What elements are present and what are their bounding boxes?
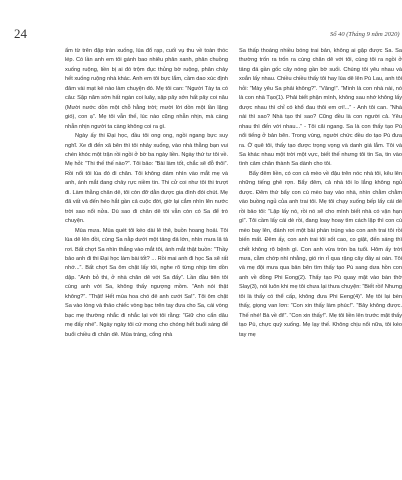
paragraph: Mùa mưa. Mùa quét tôi kéo dài lê thê, buồn hoang hoải. Tôi lùa dê lên đồi, cùng Sa nằp dưới một tảng đá lớn, nhìn mưa lả tả rơi. Bất chợt Sa nhìn thẳng vào mắt tôi, ánh mắt thật buồn: “Thầy bảo anh đi thi Đại học làm bài tốt? ... Rồi mai anh đi học Sa sẽ rất nhớ...”. Bất chợt Sa ôm chặt lấy tôi, nghe rõ từng nhịp tim dồn dập. “Anh bỏ thi, ở nhà chăn dê với Sa đấy”. Lần đầu tiên tôi cùng anh với Sa, không thấy ngượng mồm. “Anh nói thật không?”. “Thật! Hết mùa hoa chó đẻ anh cưới Sa!”. Tôi ôm chặt Sa vào lòng và thảo chiếc vòng bạc trên tay đưa cho Sa, cái vòng bạc mẹ thường nhắc đi nhắc lại với tôi rằng: “Giữ cho cẩn dâu mẹ đấy nhé”. Ngày ngày tôi cứ mong cho chóng hết buổi sáng để buổi chiều đi chăn dê. Mùa tráng, cổng nhà: [65, 227, 228, 338]
page-number: 24: [14, 26, 27, 41]
left-column: [65, 47, 228, 340]
issue-label: Số 40 (Tháng 9 năm 2020): [330, 31, 400, 38]
paragraph: Ngày ấy thi Đại học, đầu tôi ong ong, ngồi ngang bực suy nghĩ. Xe đi đến xã bên thì tôi nhảy xuống, vào nhà thằng bạn vui chén khóc một trận rồi ngồi ở bờ ba ngày liền. Ngày thứ tư tôi về. Mẹ hỏi: “Thi thế thế nào?”. Tôi bảo: “Bài làm tốt, chắc sẽ đỗ thôi”. Rồi nổi tôi lúa đó đi chăn. Tôi không dám nhìn vào mắt mẹ và anh, ánh mắt đang chảy rực niềm tin. Thi cử coi như tôi thi trượt đi. Làm thằng chăn dê, tôi còn đỡ dằn được gia đình đói chút. Mẹ đã vất vả đến héo hắt gần cả cuộc đời, giờ lại cắm nhìn lên nước trời sao nổi nửa. Dù sao đi chăn dê tôi vẫn còn có Sa để trò chuyện.: [65, 133, 228, 225]
paragraph: ẩm từ trên đập tràn xuống, lúa đổ rạp, cuối vụ thu về toàn thóc lép. Có lần anh em tôi gánh bao nhiêu phân xanh, phân chuồng xuống ruộng, liền bị ai đó trộm đục thủng bờ ruộng, phân chảy hết xuống ruộng nhà khác. Anh em tôi bực lắm, cầm dao xúc định đâm vài mạt kẻ nào làm chuyện đó. Mẹ tôi can: “Người Tày ta có câu: Sập năm sớn hất ngàn coi luây, sập pây sớn hất pây coi nâu (Mười nước dồn một chỗ hằng trời; mười lời dồn một lần lặng gió), con ạ”. Mẹ tôi vẫn thế, lúc nào cũng nhẫn nhịn, mà càng nhẫn nhịn người ta càng không coi ra gì.: [65, 48, 228, 130]
right-column: [239, 47, 402, 340]
paragraph: Bẩy đêm liền, có con cả mèo về đậu trên nóc nhà tôi, kêu lên những tiếng ghê rợn. Bẩy đêm, cả nhà tôi lo lắng không ngủ được. Đêm thứ bẩy con cú mèo bay vào nhà, nhìn chằm chằm vào buồng ngủ của anh trai tôi. Mẹ tôi chạy xuống bếp lấy cái dè rồi bảo tôi: “Lập lấy nó, rồi nó sẽ cho mình biết nhà có vận hạn gì”. Tôi cầm lấy cái dè rồi, đang loay hoay tìm cách lặp thì con cú mèo bay lên, đánh rơi một bài phán trúng vào con anh trai tôi rồi biến mất. Đêm ấy, con anh trai tôi sốt cao, co giật, đến sáng thì chết không rõ bệnh gì. Con anh vừa tròn ba tuổi. Hôm ấy trời mưa, cằm chớp nhì nhằng, gió rin rỉ qua rặng cây đầy ai oán. Tôi và mẹ đội mưa qua bản bên tìm thấy tạo Pù sang dưa hồn con anh về đồng Phi Eong(2). Thấy tạo Pù quay mặt vào bàn thờ Slay(3), nói luôn khi mẹ tôi chưa lại thưa chuyện: “Biết rồi! Nhưng tôi là thấy có thể cấp, không đưa Phi Eeng(4)”. Mẹ tôi lại bèn thấy, giọng van lơn: “Con xin thấy làm phúc!”. “Bảy không được. Thế nhé! Bà về đi!”. “Con xin thấy!”. Mẹ tôi liền lên trước mặt thấy tạo Pù, chực quỳ xuống. Mẹ lạy thế. Không chịu nổi nữa, tôi kéo tay mẹ: [239, 170, 402, 338]
paragraph: Sa thấp thoáng nhiều bóng trai bản, không ai gặp được Sa. Sa thường trốn ra trốn ra cùng chăn dê với tôi, cùng tôi ra ngồi ở tảng đá gần gốc cây nóng gần bờ suối. Chúng tôi yêu nhau và xoắn lấy nhau. Chiều chiều thấy tôi hay lùa dê lên Pù Lau, anh tôi hỏi: “Mày yêu Sa phải không?”. “Vâng!”. “Mình là con nhà nài, nó là con nhà Tạo(1). Phải biết phận mình, không sau nhớ không lấy được nhau thì chỉ có khổ đau thôi em ơi!...” - Anh tôi can. “Nhà nài thì sao? Nhà tạo thì sao? Cũng đều là con người cả. Yêu nhau thì đến với nhau...” - Tôi cãi ngang. Sa là con thấy tạo Pù nổi tiếng ở bản bên. Trong vùng, người chức đều do tạo Pù đưa ra. Ở quê tôi, thấy tạo được trọng vọng và danh giá lắm. Tôi và Sa khác nhau một trời một vực, biết thế nhưng tôi tin Sa, tin vào tình cảm chân thành Sa dành cho tôi.: [239, 48, 402, 168]
